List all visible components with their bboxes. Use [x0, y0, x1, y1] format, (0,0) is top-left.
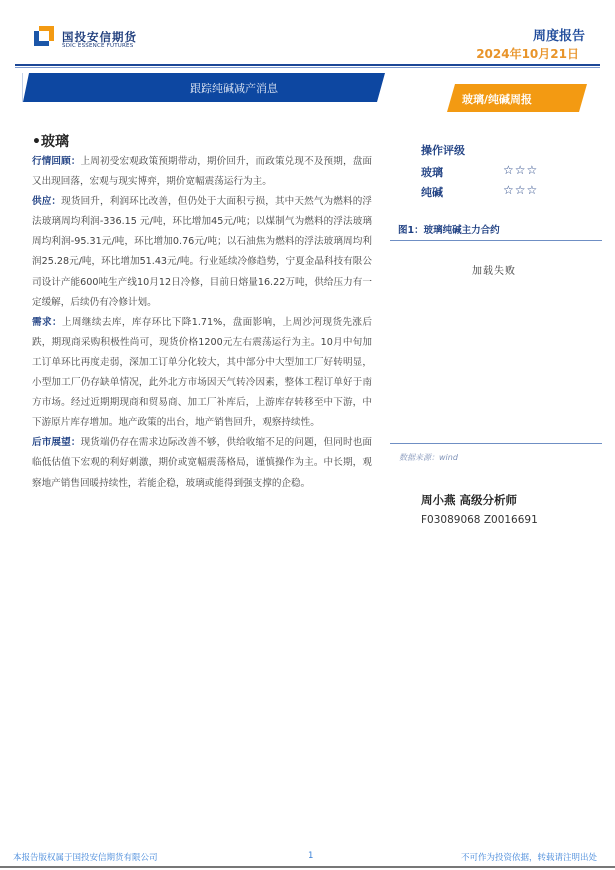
paragraph-market-review [32, 152, 372, 192]
paragraph-demand [32, 313, 372, 434]
company-name-cn: 国投安信期货 [62, 30, 137, 44]
figure-bottom-rule [390, 443, 602, 444]
rating-name-soda-ash: 纯碱 [421, 186, 443, 199]
page-number: 1 [308, 851, 314, 861]
company-logo-icon [34, 26, 54, 46]
paragraph-text: 现货回升，利润环比改善，但仍处于大面积亏损，其中天然气为燃料的浮法玻璃周均利润-336.15 元/吨，环比增加45元/吨；以煤制气为燃料的浮法玻璃周均利润-95.31元/吨，环比增加0.76元/吨；以石油焦为燃料的浮法玻璃周均利润25.28元/吨，环比增加51.43元/吨。行业延续冷修趋势，宁夏金晶科技有限公司设计产能600吨生产线10月12日冷修，目前日熔量16.22万吨，供给压力有一定缓解，后续仍有冷修计划。 [32, 196, 373, 308]
figure-load-failed: 加载失败 [472, 266, 516, 277]
figure-title: 图1：玻璃纯碱主力合约 [398, 225, 500, 236]
paragraph-label: 供应： [32, 196, 62, 208]
footer-disclaimer: 不可作为投资依据，转载请注明出处 [460, 853, 597, 863]
header-divider-thin [15, 67, 600, 68]
rating-title: 操作评级 [421, 144, 465, 157]
figure-top-rule [390, 240, 602, 241]
paragraph-text: 上周初受宏观政策预期带动，期价回升，而政策兑现不及预期，盘面又出现回落，宏观与现实博弈，期价宽幅震荡运行为主。 [32, 156, 373, 188]
report-type: 周度报告 [532, 29, 585, 44]
paragraph-outlook [32, 433, 372, 493]
figure-source: 数据来源：wind [399, 453, 458, 462]
paragraph-label: 需求： [32, 316, 62, 328]
report-date: 2024年10月21日 [476, 47, 579, 61]
banner-title: 跟踪纯碱减产消息 [190, 82, 278, 95]
star-rating-glass-icon: ☆☆☆ [503, 163, 539, 177]
paragraph-label: 后市展望： [32, 437, 81, 449]
banner-subtitle: 玻璃/纯碱周报 [462, 93, 533, 106]
analyst-license-ids: F03089068 Z0016691 [421, 514, 538, 526]
banner-edge [22, 73, 23, 102]
footer-divider [0, 866, 615, 868]
rating-name-glass: 玻璃 [421, 166, 443, 179]
paragraph-supply [32, 192, 372, 313]
footer-copyright: 本报告版权属于国投安信期货有限公司 [13, 853, 158, 863]
analyst-name: 周小燕 高级分析师 [421, 493, 518, 507]
report-body [32, 152, 372, 494]
star-rating-soda-ash-icon: ☆☆☆ [503, 183, 539, 197]
paragraph-text: 上周继续去库，库存环比下降1.71%，盘面影响，上周沙河现货先涨后跌，期现商采购积极性尚可，现货价格1200元左右震荡运行为主。10月中旬加工订单环比再度走弱，深加工订单分化较大，其中部分中大型加工厂好转明显，小型加工厂仍存缺单情况，此外北方市场因天气转冷因素，整体工程订单好于南方市场。经过近期期现商和贸易商、加工厂补库后，上游库存转移至中下游，中下游原片库存增加。地产政策的出台，地产销售回升，观察持续性。 [32, 316, 372, 429]
header-divider [15, 64, 600, 66]
company-name-en: SDIC ESSENCE FUTURES [62, 43, 134, 49]
section-title: •玻璃 [32, 134, 69, 150]
paragraph-label: 行情回顾： [32, 156, 81, 167]
paragraph-text: 现货端仍存在需求边际改善不够，供给收缩不足的问题，但同时也面临低估值下宏观的利好刺激，期价或宽幅震荡格局，谨慎操作为主。中长期，观察地产销售回暖持续性，若能企稳，玻璃或能得到强支撑的企稳。 [32, 437, 373, 489]
